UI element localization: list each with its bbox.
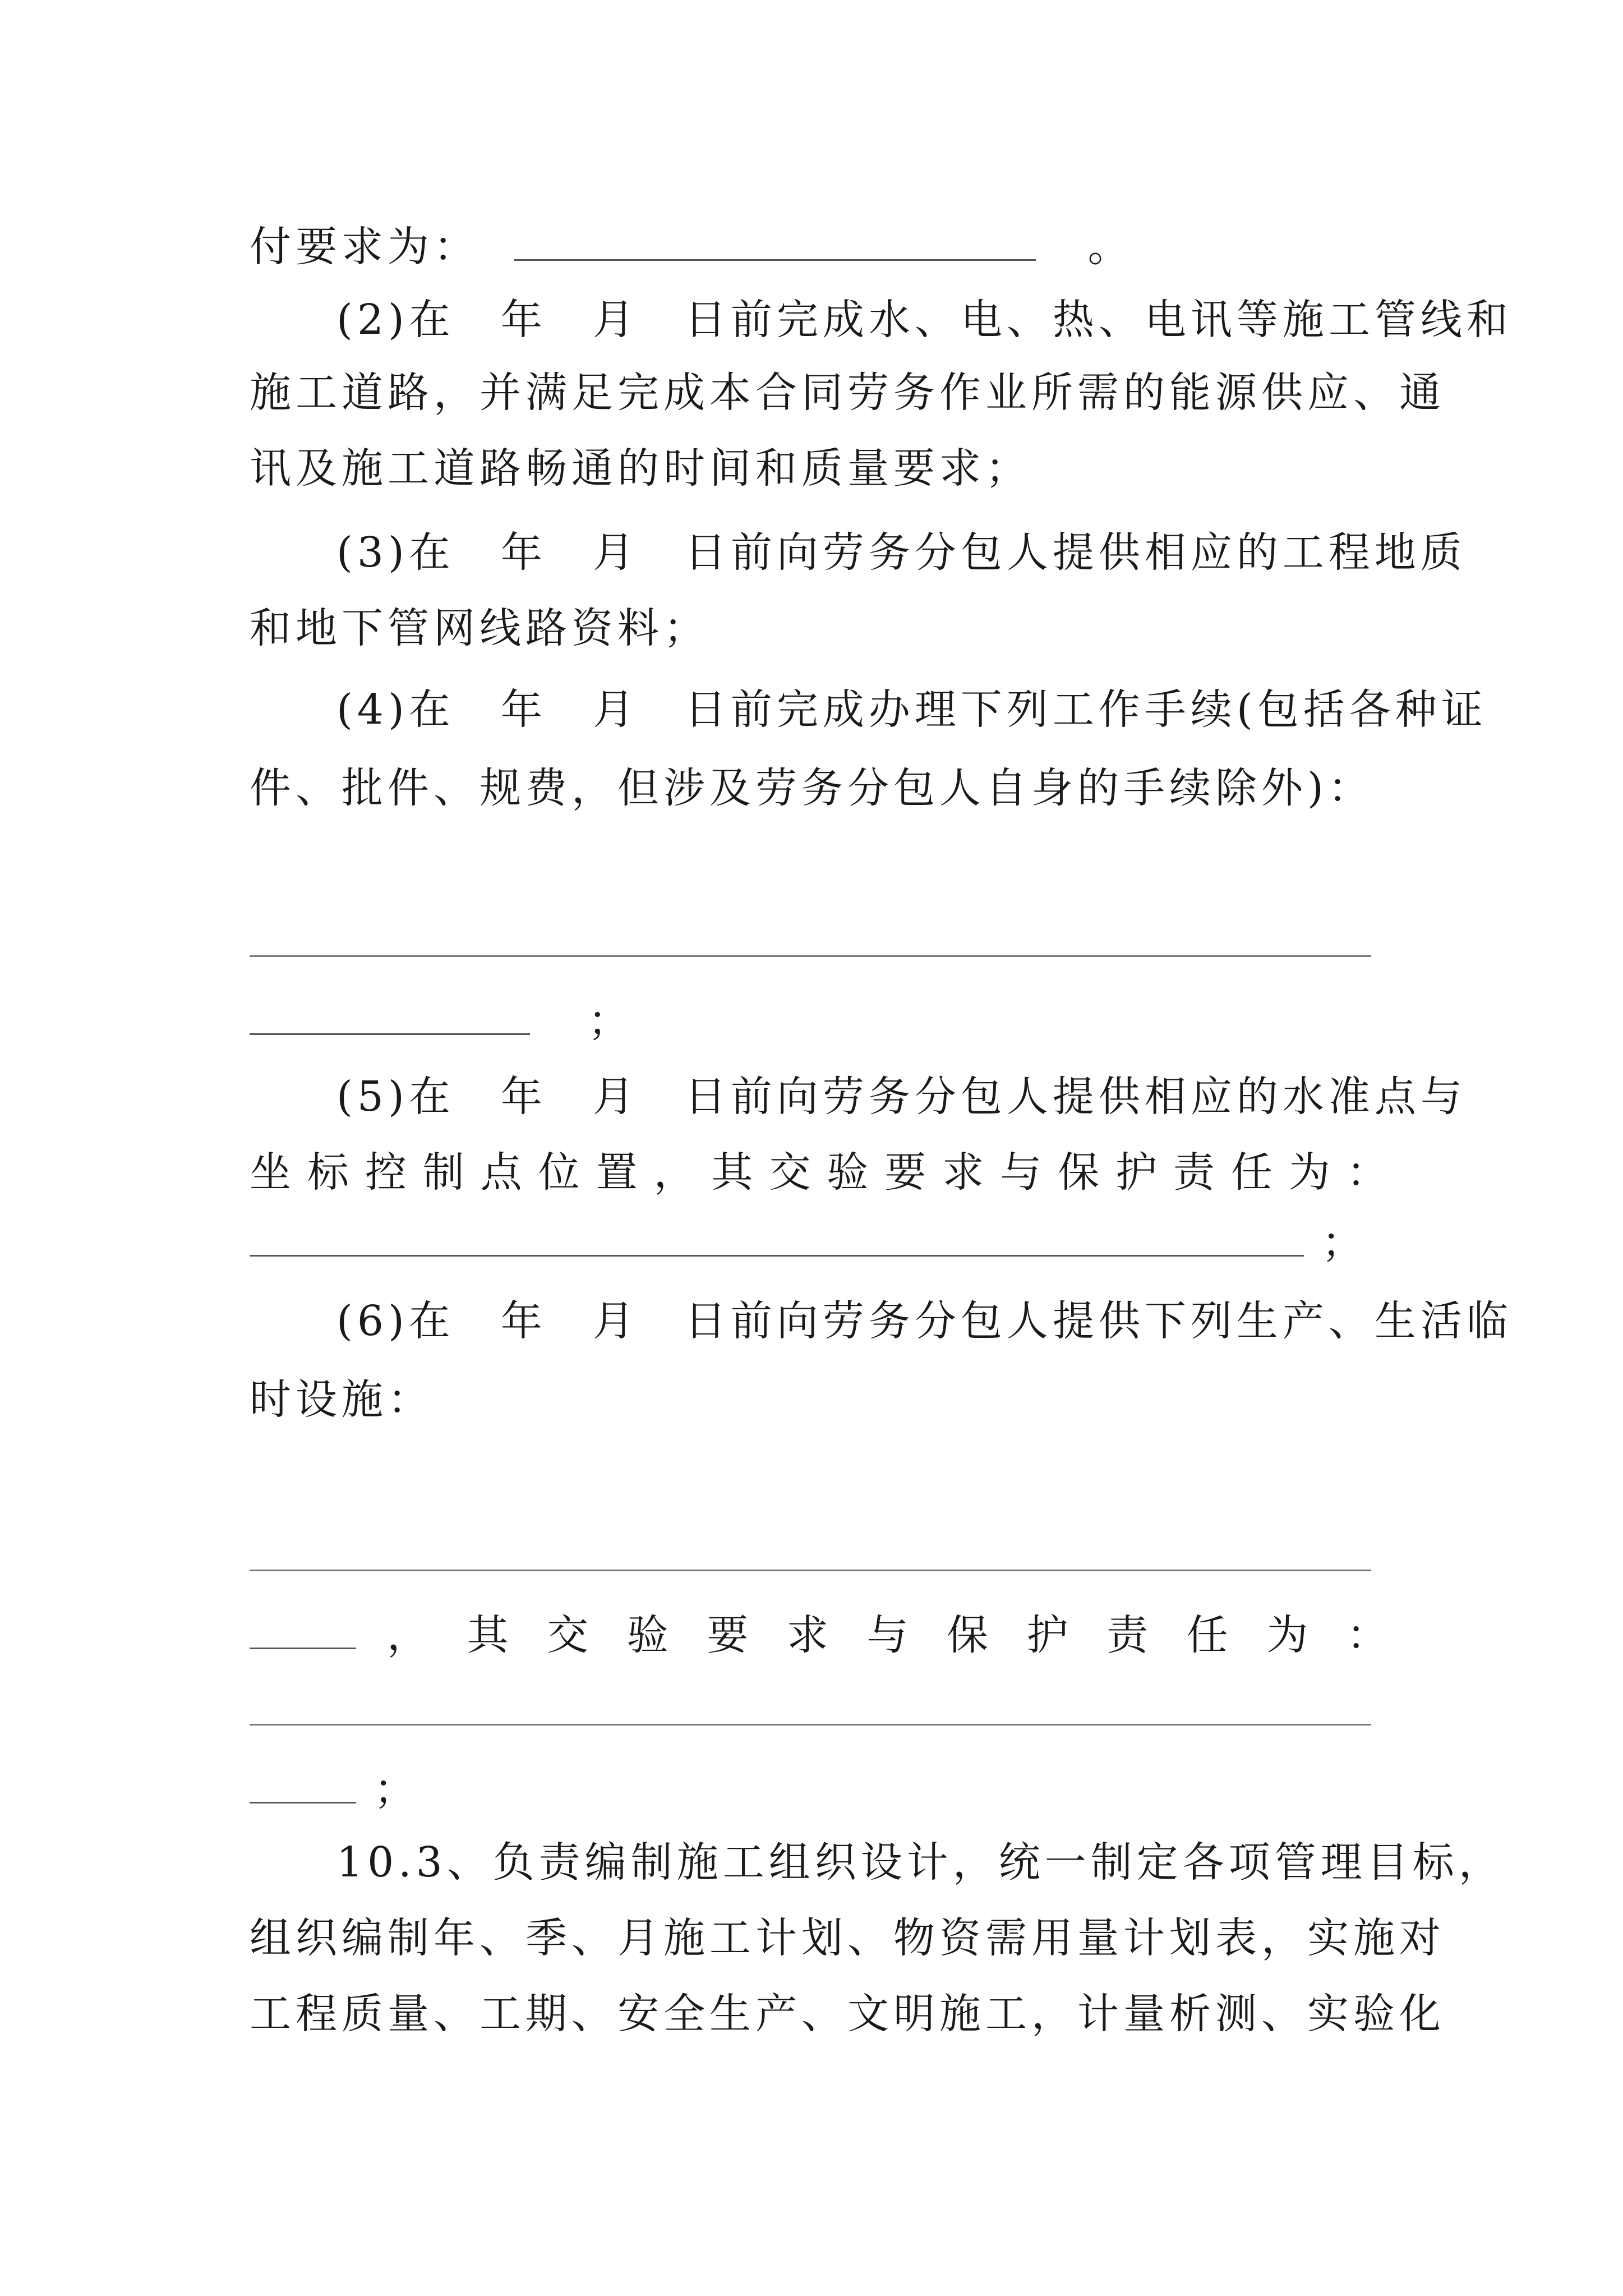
clause-3-line-2: 和地下管网线路资料； <box>250 604 709 652</box>
payment-requirement-label: 付要求为： <box>250 223 479 271</box>
justified-char: 任 <box>1230 1148 1272 1197</box>
clause-3-line-1: (3)在 年 月 日前向劳务分包人提供相应的工程地质 <box>336 528 1467 577</box>
justified-char: 验 <box>827 1148 869 1197</box>
clause-5-semicolon: ； <box>1321 1218 1368 1267</box>
justified-char: 求 <box>786 1611 828 1659</box>
justified-char: ， <box>387 1611 428 1659</box>
clause-2-line-2: 施工道路，并满足完成本合同劳务作业所需的能源供应、通 <box>250 369 1445 417</box>
justified-char: 其 <box>711 1148 753 1197</box>
clause-6-fill-line-1[interactable] <box>250 1570 1371 1571</box>
justified-char: 护 <box>1115 1148 1158 1197</box>
clause-10-3-line-2: 组织编制年、季、月施工计划、物资需用量计划表，实施对 <box>250 1914 1445 1962</box>
justified-char: 要 <box>884 1148 926 1197</box>
clause-4-blank-short[interactable] <box>250 1000 530 1035</box>
clause-5-line-2 <box>250 1144 1388 1200</box>
clause-4-line-2: 件、批件、规费，但涉及劳务分包人自身的手续除外)： <box>250 764 1374 812</box>
justified-char: 求 <box>942 1148 984 1197</box>
justified-char: 责 <box>1106 1611 1149 1659</box>
clause-5-blank[interactable] <box>250 1221 1304 1257</box>
justified-char: 交 <box>547 1611 589 1659</box>
clause-5-line-1: (5)在 年 月 日前向劳务分包人提供相应的水准点与 <box>336 1073 1467 1121</box>
clause-6-line-3-text <box>387 1607 1388 1663</box>
justified-char: 保 <box>947 1611 989 1659</box>
payment-requirement-line <box>250 219 1134 275</box>
clause-6-line-3 <box>250 1607 356 1663</box>
justified-char: 任 <box>1186 1611 1228 1659</box>
clause-4-line-1: (4)在 年 月 日前完成办理下列工作手续(包括各种证 <box>336 685 1487 734</box>
clause-6-blank-short[interactable] <box>250 1614 356 1649</box>
clause-6-fill-line-2[interactable] <box>250 1724 1371 1726</box>
justified-char: 护 <box>1026 1611 1068 1659</box>
clause-6-fill-line-3 <box>250 1761 420 1818</box>
justified-char: 置 <box>596 1148 638 1197</box>
clause-10-3-line-1: 10.3、负责编制施工组织设计，统一制定各项管理目标， <box>336 1838 1505 1887</box>
justified-char: 保 <box>1058 1148 1100 1197</box>
justified-char: 为 <box>1288 1148 1330 1197</box>
justified-char: 与 <box>1000 1148 1042 1197</box>
justified-char: 其 <box>467 1611 509 1659</box>
justified-char: 要 <box>707 1611 749 1659</box>
justified-char: ： <box>1346 1148 1388 1197</box>
clause-6-line-1: (6)在 年 月 日前向劳务分包人提供下列生产、生活临 <box>336 1297 1513 1345</box>
clause-4-fill-line-2 <box>250 993 634 1049</box>
justified-char: 控 <box>365 1148 407 1197</box>
justified-char: 坐 <box>250 1148 291 1197</box>
justified-char: 位 <box>538 1148 580 1197</box>
justified-char: 标 <box>307 1148 349 1197</box>
justified-char: 与 <box>866 1611 909 1659</box>
justified-char: 交 <box>769 1148 811 1197</box>
period-mark: 。 <box>1087 223 1134 271</box>
clause-4-fill-line-1[interactable] <box>250 955 1371 957</box>
clause-2-line-3: 讯及施工道路畅通的时间和质量要求； <box>250 444 1031 493</box>
justified-char: ： <box>1346 1611 1388 1659</box>
clause-6-blank-end[interactable] <box>250 1768 356 1803</box>
clause-6-line-2: 时设施： <box>250 1375 434 1424</box>
clause-10-3-line-3: 工程质量、工期、安全生产、文明施工，计量析测、实验化 <box>250 1990 1445 2038</box>
justified-char: 为 <box>1266 1611 1308 1659</box>
clause-5-fill-line <box>250 1214 1368 1271</box>
justified-char: 责 <box>1173 1148 1215 1197</box>
payment-requirement-blank[interactable] <box>514 226 1036 261</box>
clause-6-semicolon: ； <box>374 1765 420 1814</box>
justified-char: 制 <box>422 1148 464 1197</box>
justified-char: 验 <box>626 1611 668 1659</box>
justified-char: 点 <box>480 1148 522 1197</box>
justified-char: ， <box>653 1148 695 1197</box>
clause-2-line-1: (2)在 年 月 日前完成水、电、热、电讯等施工管线和 <box>336 296 1513 344</box>
clause-4-semicolon: ； <box>588 997 634 1045</box>
